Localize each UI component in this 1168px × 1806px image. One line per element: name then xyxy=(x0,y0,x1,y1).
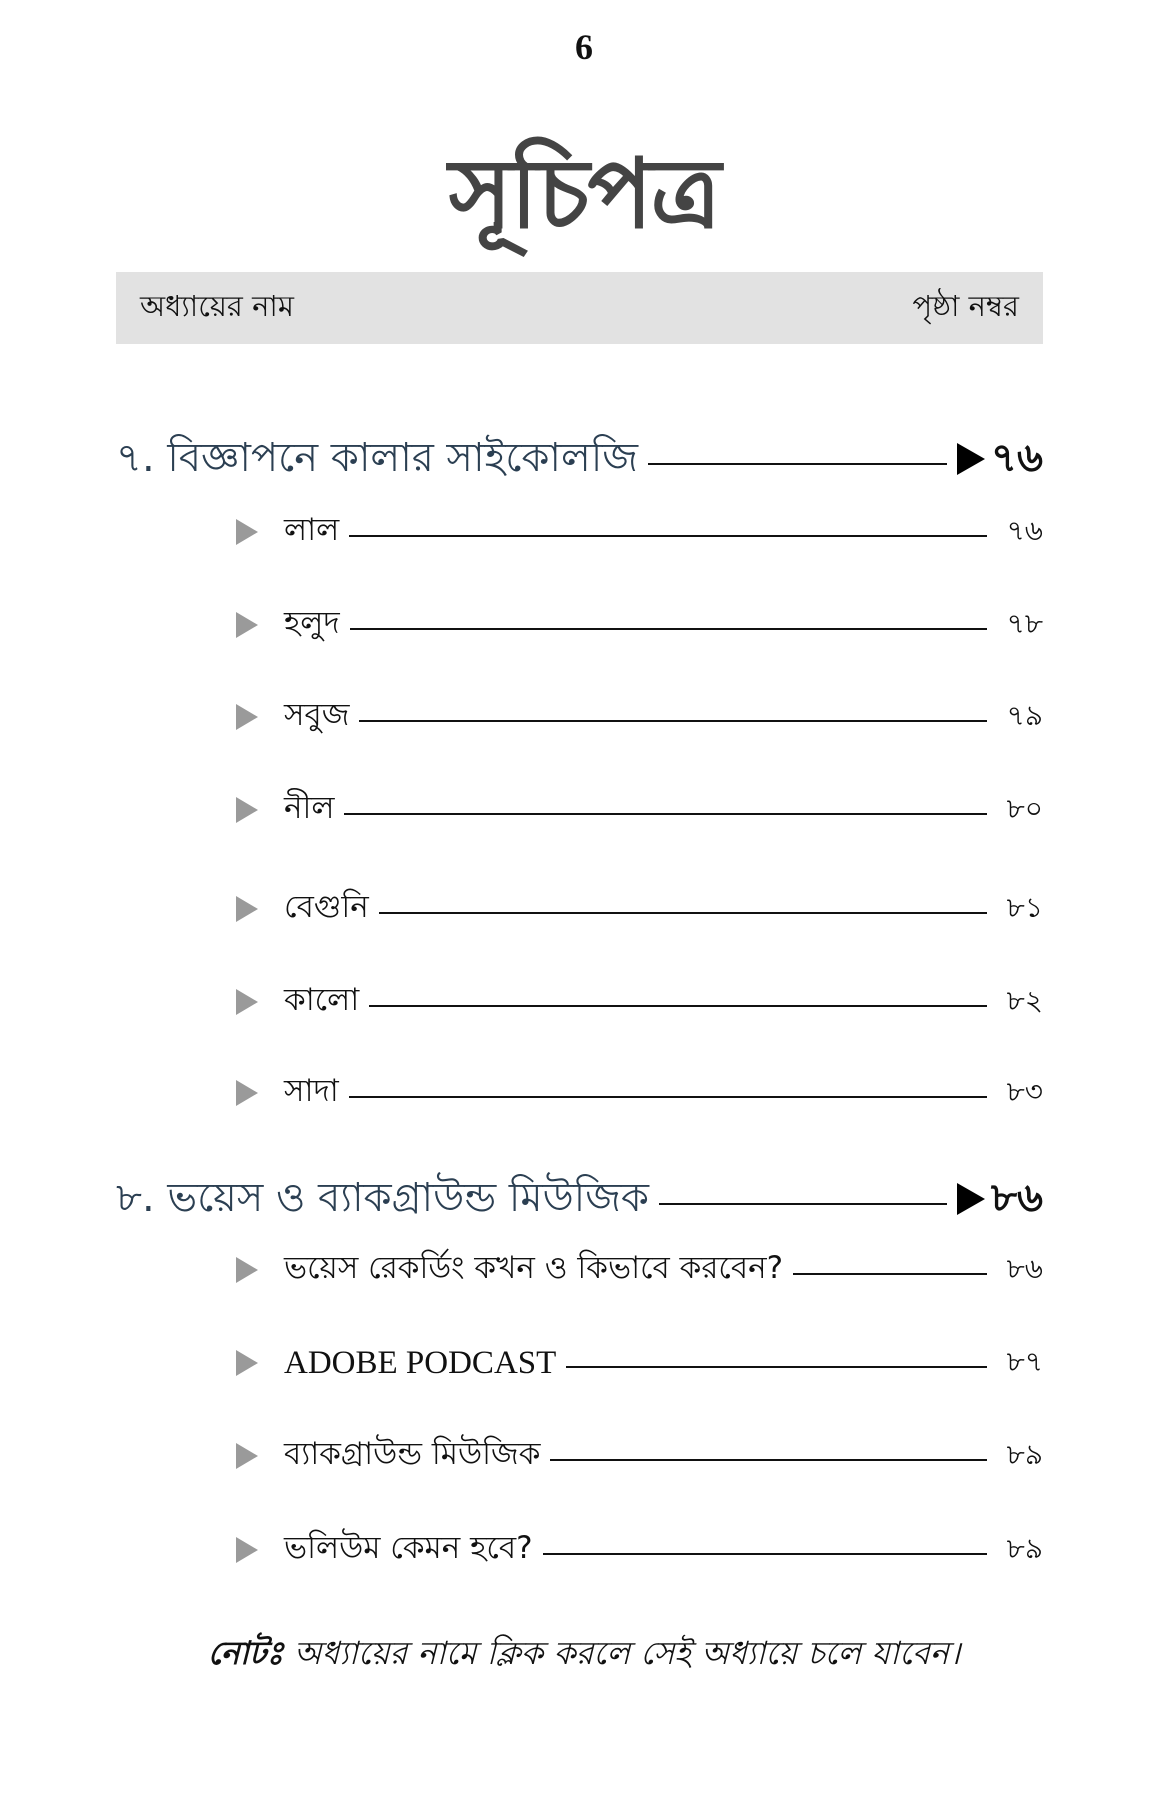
item-page: ৭৯ xyxy=(1006,698,1043,732)
item-page: ৮০ xyxy=(1006,791,1043,825)
dotted-leader xyxy=(550,1459,987,1461)
item-page: ৮৯ xyxy=(1006,1531,1043,1565)
item-label: ADOBE PODCAST xyxy=(284,1344,557,1381)
dotted-leader xyxy=(793,1273,987,1275)
play-triangle-icon xyxy=(236,1350,258,1376)
chapter-link[interactable] xyxy=(116,424,1043,494)
item-page: ৮১ xyxy=(1006,890,1043,924)
dotted-leader xyxy=(379,912,987,914)
chapter-title: ৭. বিজ্ঞাপনে কালার সাইকোলজি xyxy=(116,434,639,481)
item-page: ৮৭ xyxy=(1006,1344,1043,1378)
item-label: ব্যাকগ্রাউন্ড মিউজিক xyxy=(284,1436,541,1472)
item-label: সাদা xyxy=(284,1073,339,1109)
chapter-link[interactable] xyxy=(116,1164,1043,1234)
chapter-title: ৮. ভয়েস ও ব্যাকগ্রাউন্ড মিউজিক xyxy=(116,1174,649,1221)
play-triangle-icon xyxy=(236,612,258,638)
toc-item[interactable] xyxy=(236,974,1043,1030)
item-label: নীল xyxy=(284,790,335,826)
dotted-leader xyxy=(349,535,987,537)
item-label: ভলিউম কেমন হবে? xyxy=(284,1530,533,1566)
toc-item[interactable] xyxy=(236,881,1043,937)
item-label: ভয়েস রেকর্ডিং কখন ও কিভাবে করবেন? xyxy=(284,1250,784,1286)
play-triangle-icon xyxy=(236,1443,258,1469)
toc-item[interactable] xyxy=(236,782,1043,838)
toc-item[interactable] xyxy=(236,689,1043,745)
play-triangle-icon xyxy=(236,1080,258,1106)
item-label: কালো xyxy=(284,982,360,1018)
play-triangle-icon xyxy=(236,797,258,823)
toc-item[interactable] xyxy=(236,1242,1043,1298)
note-label: নোটঃ xyxy=(207,1634,284,1672)
dotted-leader xyxy=(659,1203,947,1205)
item-page: ৮২ xyxy=(1006,983,1043,1017)
item-page: ৭৬ xyxy=(1006,513,1043,547)
item-page: ৮৩ xyxy=(1006,1074,1043,1108)
item-label: লাল xyxy=(284,512,340,548)
dotted-leader xyxy=(648,463,947,465)
item-label: বেগুনি xyxy=(284,889,369,925)
item-page: ৮৬ xyxy=(1006,1251,1043,1285)
toc-header xyxy=(116,272,1043,344)
dotted-leader xyxy=(350,628,987,630)
play-triangle-icon xyxy=(236,1537,258,1563)
footnote xyxy=(0,1628,1168,1682)
dotted-leader xyxy=(369,1005,987,1007)
dotted-leader xyxy=(566,1366,987,1368)
play-triangle-icon xyxy=(236,704,258,730)
arrow-right-icon xyxy=(957,443,985,475)
toc-item[interactable] xyxy=(236,1335,1043,1391)
toc-item[interactable] xyxy=(236,597,1043,653)
dotted-leader xyxy=(344,813,987,815)
item-page: ৭৮ xyxy=(1006,606,1043,640)
play-triangle-icon xyxy=(236,1257,258,1283)
item-page: ৮৯ xyxy=(1006,1437,1043,1471)
dotted-leader xyxy=(543,1553,987,1555)
dotted-leader xyxy=(359,720,987,722)
page-number: 6 xyxy=(575,27,593,67)
item-label: হলুদ xyxy=(284,605,340,641)
toc-item[interactable] xyxy=(236,504,1043,560)
arrow-right-icon xyxy=(957,1183,985,1215)
play-triangle-icon xyxy=(236,519,258,545)
header-page-number: পৃষ্ঠা নম্বর xyxy=(912,288,1019,323)
chapter-page: ৭৬ xyxy=(990,434,1043,481)
play-triangle-icon xyxy=(236,989,258,1015)
note-text: অধ্যায়ের নামে ক্লিক করলে সেই অধ্যায়ে চলে যাবেন। xyxy=(293,1634,961,1672)
chapter-page: ৮৬ xyxy=(991,1174,1043,1221)
toc-item[interactable] xyxy=(236,1522,1043,1578)
toc-item[interactable] xyxy=(236,1065,1043,1121)
page-title: সূচিপত্র xyxy=(448,138,720,250)
item-label: সবুজ xyxy=(284,697,350,733)
toc-item[interactable] xyxy=(236,1428,1043,1484)
dotted-leader xyxy=(349,1096,987,1098)
header-chapter-name: অধ্যায়ের নাম xyxy=(140,288,294,323)
play-triangle-icon xyxy=(236,896,258,922)
